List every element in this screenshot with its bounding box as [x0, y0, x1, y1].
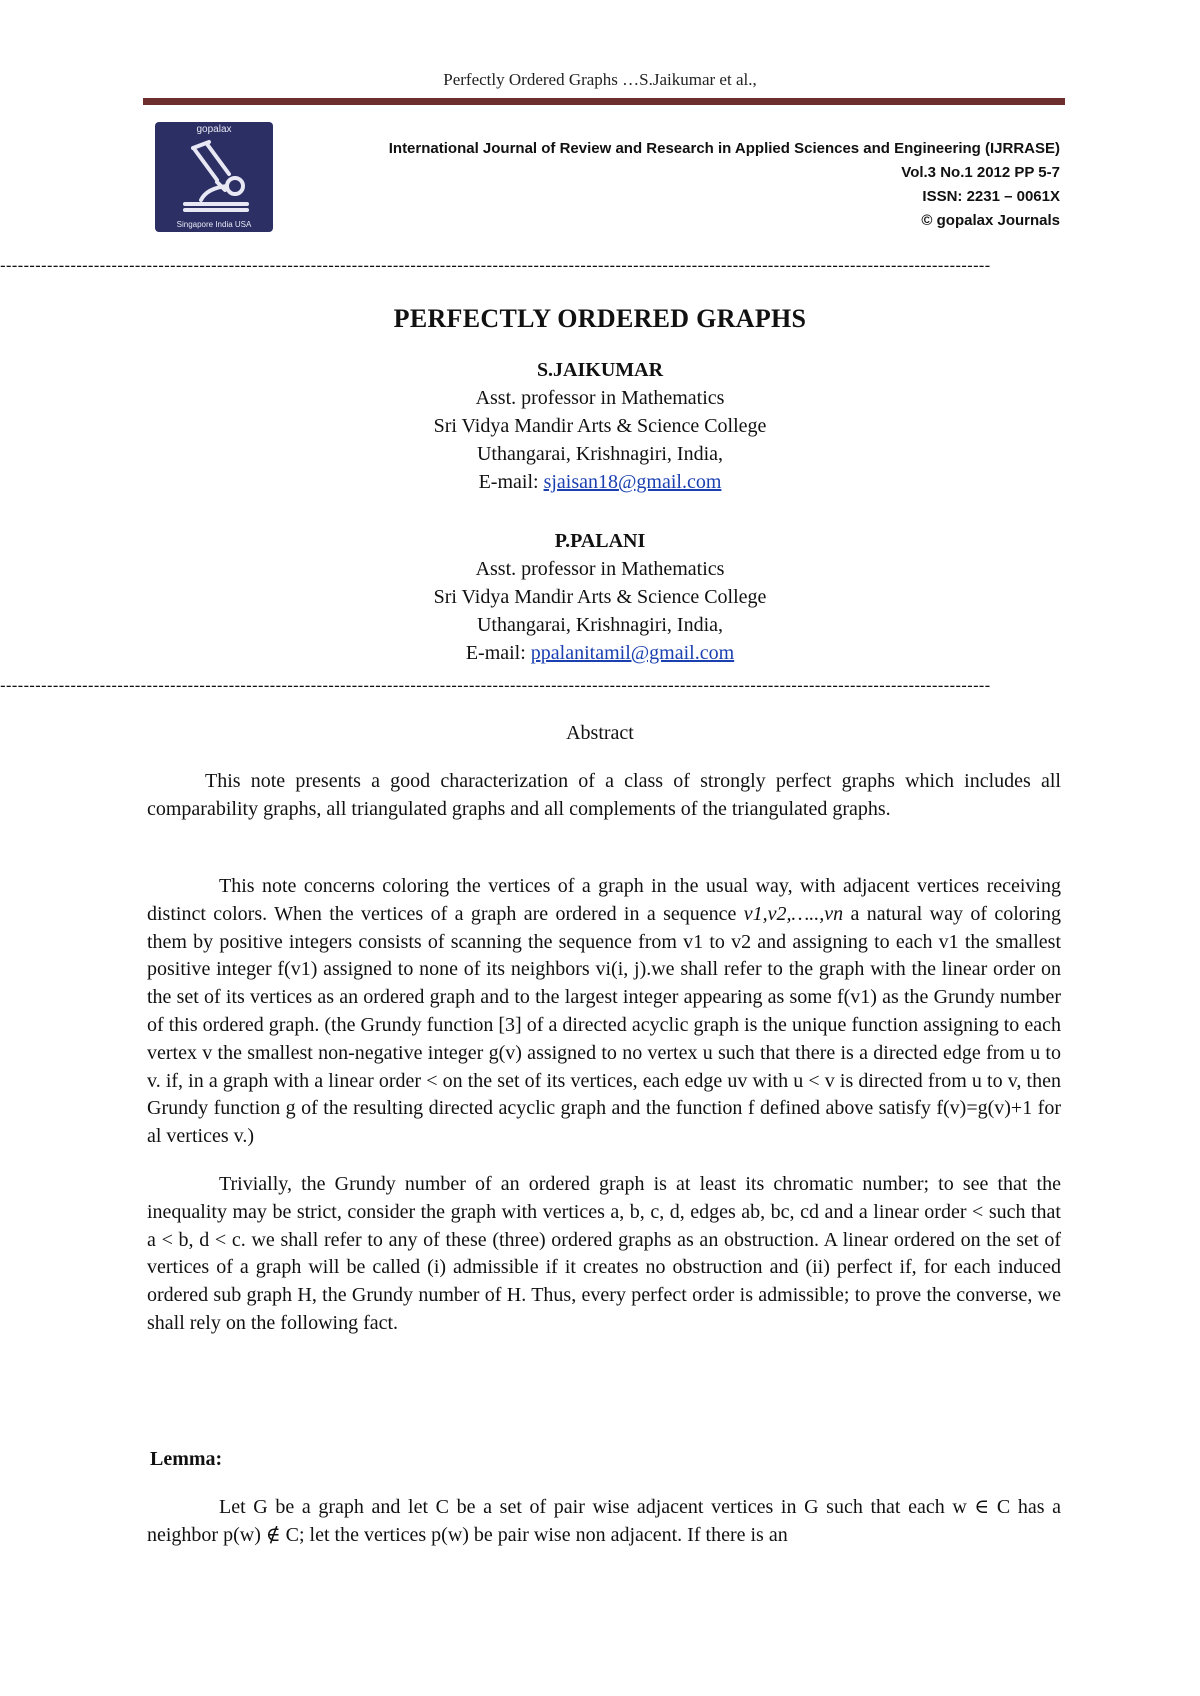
author-position: Asst. professor in Mathematics: [475, 387, 725, 409]
email-label: E-mail:: [478, 471, 544, 493]
journal-issn: ISSN: 2231 – 0061X: [922, 188, 1060, 205]
header-rule: [143, 98, 1065, 105]
author-email-link[interactable]: sjaisan18@gmail.com: [543, 471, 722, 493]
author-institution: Sri Vidya Mandir Arts & Science College: [433, 415, 767, 437]
body-paragraph-2: [147, 873, 1061, 1151]
journal-info: [389, 137, 1060, 233]
journal-name: International Journal of Review and Research in Applied Sciences and Engineering (IJRRASE): [388, 140, 1060, 157]
author-position: Asst. professor in Mathematics: [475, 558, 725, 580]
author-location: Uthangarai, Krishnagiri, India,: [476, 614, 724, 636]
body-paragraph-3: Trivially, the Grundy number of an ordered graph is at least its chromatic number; to see that the inequality may be strict, consider the graph with vertices a, b, c, d, edges ab, bc, cd and a linear order < such that a < b, d < c. we shall refer to any of these (three) ordered graphs as an obstruction. A linear ordered on the set of vertices of a graph will be called (i) admissible if it creates no obstruction and (ii) perfect if, for each induced ordered sub graph H, the Grundy number of H. Thus, every perfect order is admissible; to prove the converse, we shall rely on the following fact.: [147, 1173, 1061, 1334]
abstract-heading: Abstract: [566, 722, 634, 744]
paragraph-2-part-b: a natural way of coloring them by positive integers consists of scanning the sequence from v1 to v2 and assigning to each v1 the smallest positive integer f(v1) assigned to none of its neighbors vi(i, j).we shall refer to the graph with the linear order on the set of its vertices as an ordered graph and to the largest integer appearing as some f(v1) as the Grundy number of this ordered graph. (the Grundy function [3] of a directed acyclic graph is the unique function assigning to each vertex v the smallest non-negative integer g(v) assigned to no vertex u such that there is a directed edge from u to v. if, in a graph with a linear order < on the set of its vertices, each edge uv with u < v is directed from u to v, then Grundy function g of the resulting directed acyclic graph and the function f defined above satisfy f(v)=g(v)+1 for al vertices v.): [147, 902, 1061, 1148]
lemma-paragraph: Let G be a graph and let C be a set of pair wise adjacent vertices in G such that each w ∈ C has a neighbor p(w) ∉ C; let the vertices p(w) be pair wise non adjacent. If there is an: [147, 1496, 1061, 1546]
journal-volume: Vol.3 No.1 2012 PP 5-7: [901, 164, 1060, 181]
author-location: Uthangarai, Krishnagiri, India,: [476, 443, 724, 465]
author-institution: Sri Vidya Mandir Arts & Science College: [433, 586, 767, 608]
author-name: S.JAIKUMAR: [536, 359, 664, 381]
author-name: P.PALANI: [554, 530, 646, 552]
abstract-paragraph-1: This note presents a good characterization of a class of strongly perfect graphs which includes all comparability graphs, all triangulated graphs and all complements of the triangulated graphs.: [147, 770, 1061, 820]
author-email-link[interactable]: ppalanitamil@gmail.com: [530, 642, 735, 664]
author-email-line: [0, 639, 1200, 667]
lemma-heading: Lemma:: [150, 1448, 223, 1470]
author-block-1: [0, 356, 1200, 496]
author-email-line: [0, 468, 1200, 496]
paper-title: PERFECTLY ORDERED GRAPHS: [393, 304, 807, 333]
microscope-icon: [155, 122, 273, 232]
running-head: Perfectly Ordered Graphs …S.Jaikumar et al.,: [443, 70, 757, 89]
logo-top-text: gopalax: [196, 124, 232, 135]
journal-copyright: © gopalax Journals: [921, 212, 1060, 229]
vertex-sequence: v1,v2,…..,vn: [743, 902, 844, 925]
separator-bottom: -------------------------------------------------------------------------------------------------------------------------------------------------------------------------: [0, 676, 991, 695]
author-block-2: [0, 527, 1200, 667]
journal-logo: [155, 122, 273, 232]
separator-top: -------------------------------------------------------------------------------------------------------------------------------------------------------------------------: [0, 256, 991, 275]
email-label: E-mail:: [465, 642, 531, 664]
logo-bottom-text: Singapore India USA: [176, 220, 252, 229]
paragraph-2-part-a: This note concerns coloring the vertices of a graph in the usual way, with adjacent vertices receiving distinct colors. When the vertices of a graph are ordered in a sequence: [147, 875, 1061, 925]
